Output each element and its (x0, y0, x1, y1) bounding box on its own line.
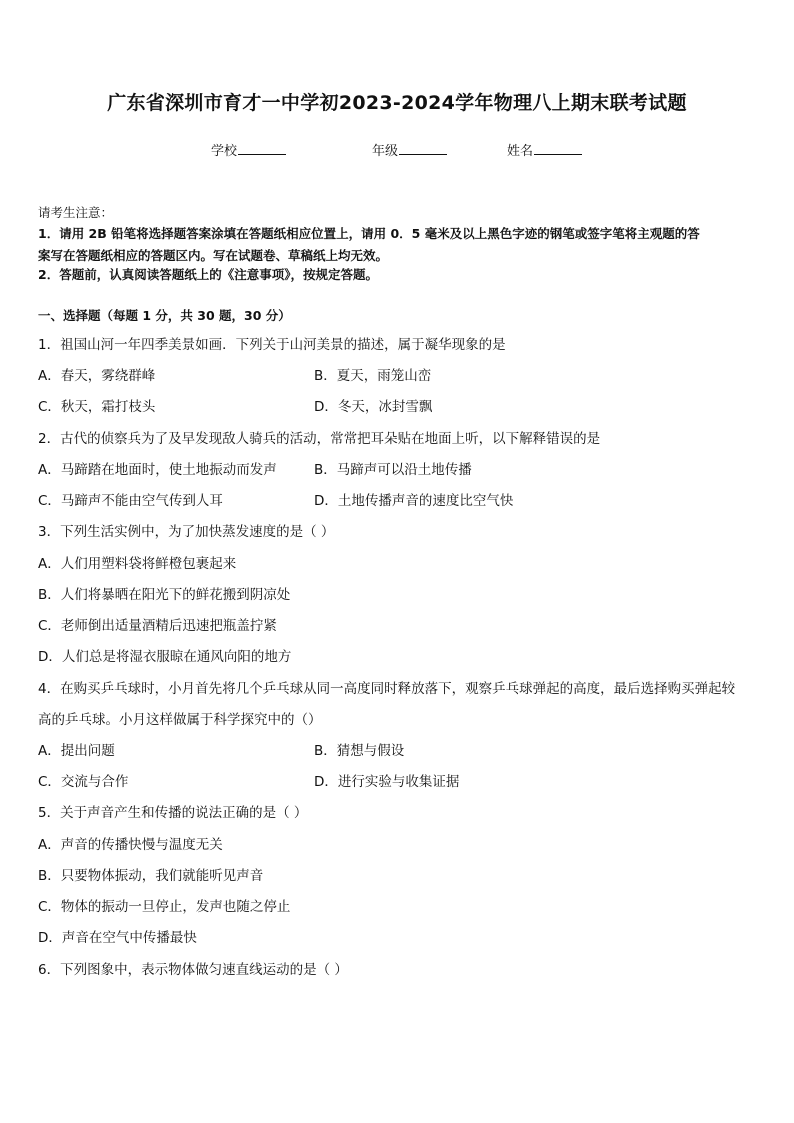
question-stem: 3．下列生活实例中，为了加快蒸发速度的是（ ） (38, 524, 335, 540)
option-a: A．春天，雾绕群峰 (38, 368, 156, 384)
page-title: 广东省深圳市育才一中学初2023-2024学年物理八上期末联考试题 (107, 92, 687, 114)
grade-blank (399, 141, 447, 155)
option-c: C．秋天，霜打枝头 (38, 399, 156, 415)
notice-title: 请考生注意： (38, 205, 114, 220)
option-b: B．马蹄声可以沿土地传播 (314, 462, 472, 478)
option-d: D．土地传播声音的速度比空气快 (314, 493, 514, 509)
option-c: C．交流与合作 (38, 774, 129, 790)
grade-label: 年级 (372, 144, 399, 159)
school-label: 学校 (211, 144, 238, 159)
section-title: 一、选择题（每题 1 分，共 30 题，30 分） (38, 308, 291, 323)
option-a: A．声音的传播快慢与温度无关 (38, 837, 223, 853)
option-c: C．马蹄声不能由空气传到人耳 (38, 493, 223, 509)
notice-line: 案写在答题纸相应的答题区内。写在试题卷、草稿纸上均无效。 (38, 248, 389, 263)
option-a: A．提出问题 (38, 743, 115, 759)
name-blank (534, 141, 582, 155)
question-stem: 6．下列图象中，表示物体做匀速直线运动的是（ ） (38, 962, 348, 978)
option-a: A．人们用塑料袋将鲜橙包裹起来 (38, 556, 237, 572)
school-field (211, 140, 286, 159)
question-stem-continued: 高的乒乓球。小月这样做属于科学探究中的（） (38, 712, 322, 728)
option-d: D．人们总是将湿衣服晾在通风向阳的地方 (38, 649, 292, 665)
option-d: D．冬天，冰封雪飘 (314, 399, 433, 415)
name-label: 姓名 (507, 144, 534, 159)
option-b: B．人们将暴晒在阳光下的鲜花搬到阴凉处 (38, 587, 291, 603)
option-b: B．只要物体振动，我们就能听见声音 (38, 868, 264, 884)
student-info-row (0, 140, 794, 160)
question-stem: 5．关于声音产生和传播的说法正确的是（ ） (38, 805, 308, 821)
option-b: B．猜想与假设 (314, 743, 405, 759)
question-stem: 2．古代的侦察兵为了及早发现敌人骑兵的活动，常常把耳朵贴在地面上听，以下解释错误的是 (38, 431, 601, 447)
grade-field (372, 140, 447, 159)
question-stem: 1．祖国山河一年四季美景如画．下列关于山河美景的描述，属于凝华现象的是 (38, 337, 506, 353)
notice-line: 2．答题前，认真阅读答题纸上的《注意事项》，按规定答题。 (38, 267, 378, 282)
option-c: C．老师倒出适量酒精后迅速把瓶盖拧紧 (38, 618, 277, 634)
question-stem: 4．在购买乒乓球时，小月首先将几个乒乓球从同一高度同时释放落下，观察乒乓球弹起的高度，最后选择购买弹起较 (38, 681, 736, 697)
name-field (507, 140, 582, 159)
school-blank (238, 141, 286, 155)
notice-line: 1．请用 2B 铅笔将选择题答案涂填在答题纸相应位置上，请用 0．5 毫米及以上黑色字迹的钢笔或签字笔将主观题的答 (38, 226, 700, 241)
option-b: B．夏天，雨笼山峦 (314, 368, 432, 384)
option-a: A．马蹄踏在地面时，使土地振动而发声 (38, 462, 277, 478)
option-c: C．物体的振动一旦停止，发声也随之停止 (38, 899, 291, 915)
option-d: D．进行实验与收集证据 (314, 774, 460, 790)
option-d: D．声音在空气中传播最快 (38, 930, 197, 946)
